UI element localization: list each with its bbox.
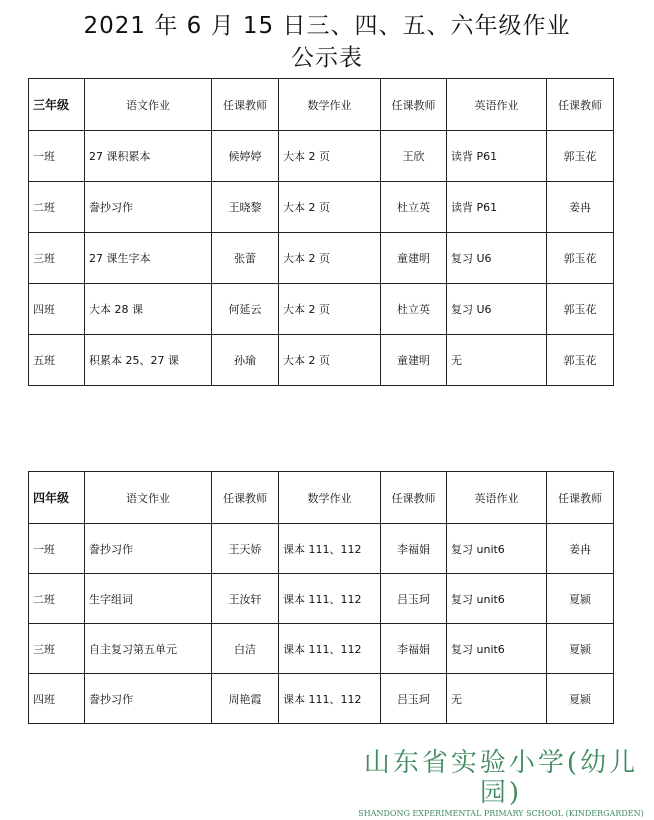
math-homework-cell: 课本 111、112 <box>279 574 381 624</box>
chinese-teacher-cell: 白洁 <box>212 624 279 674</box>
table-row <box>29 674 614 724</box>
chinese-teacher-cell: 王汝轩 <box>212 574 279 624</box>
english-homework-cell: 无 <box>447 335 547 386</box>
chinese-teacher-cell: 何延云 <box>212 284 279 335</box>
math-teacher-cell: 吕玉珂 <box>381 674 447 724</box>
table-row <box>29 182 614 233</box>
english-teacher-cell: 夏颍 <box>547 624 614 674</box>
math-teacher-cell: 李福娟 <box>381 524 447 574</box>
chinese-homework-cell: 大本 28 课 <box>85 284 212 335</box>
class-cell: 二班 <box>29 574 85 624</box>
english-homework-cell: 复习 U6 <box>447 233 547 284</box>
table-row <box>29 131 614 182</box>
table-row <box>29 574 614 624</box>
school-logo-chinese: 山东省实验小学(幼儿园) <box>363 748 639 808</box>
english-homework-cell: 复习 unit6 <box>447 574 547 624</box>
class-cell: 一班 <box>29 131 85 182</box>
math-teacher-cell: 王欣 <box>381 131 447 182</box>
table-row <box>29 233 614 284</box>
english-teacher-cell: 郭玉花 <box>547 335 614 386</box>
chinese-teacher-cell: 王天娇 <box>212 524 279 574</box>
class-cell: 四班 <box>29 284 85 335</box>
chinese-teacher-cell: 周艳霞 <box>212 674 279 724</box>
class-cell: 五班 <box>29 335 85 386</box>
table-row <box>29 524 614 574</box>
english-homework-cell: 读背 P61 <box>447 182 547 233</box>
chinese-teacher-cell: 张蕾 <box>212 233 279 284</box>
math-teacher-cell: 李福娟 <box>381 624 447 674</box>
english-teacher-cell: 郭玉花 <box>547 284 614 335</box>
table-header-row <box>29 472 614 524</box>
grade-3-homework-table <box>28 78 614 386</box>
chinese-teacher-cell: 王晓黎 <box>212 182 279 233</box>
english-teacher-cell: 郭玉花 <box>547 131 614 182</box>
header-english-teacher: 任课教师 <box>547 79 614 131</box>
english-homework-cell: 复习 unit6 <box>447 624 547 674</box>
math-homework-cell: 大本 2 页 <box>279 284 381 335</box>
header-english-teacher: 任课教师 <box>547 472 614 524</box>
chinese-homework-cell: 27 课积累本 <box>85 131 212 182</box>
table-header-row <box>29 79 614 131</box>
header-chinese-teacher: 任课教师 <box>212 472 279 524</box>
table-row <box>29 335 614 386</box>
header-english: 英语作业 <box>447 79 547 131</box>
class-cell: 二班 <box>29 182 85 233</box>
class-cell: 三班 <box>29 233 85 284</box>
math-homework-cell: 课本 111、112 <box>279 524 381 574</box>
english-teacher-cell: 郭玉花 <box>547 233 614 284</box>
english-teacher-cell: 姜冉 <box>547 524 614 574</box>
grade-label: 四年级 <box>29 472 85 524</box>
chinese-homework-cell: 27 课生字本 <box>85 233 212 284</box>
chinese-homework-cell: 自主复习第五单元 <box>85 624 212 674</box>
header-math: 数学作业 <box>279 472 381 524</box>
page-subtitle: 公示表 <box>291 45 363 71</box>
english-homework-cell: 无 <box>447 674 547 724</box>
english-teacher-cell: 夏颍 <box>547 674 614 724</box>
chinese-homework-cell: 誊抄习作 <box>85 674 212 724</box>
chinese-homework-cell: 誊抄习作 <box>85 524 212 574</box>
math-teacher-cell: 吕玉珂 <box>381 574 447 624</box>
math-homework-cell: 课本 111、112 <box>279 674 381 724</box>
header-english: 英语作业 <box>447 472 547 524</box>
math-teacher-cell: 童建明 <box>381 233 447 284</box>
school-logo <box>356 748 646 820</box>
chinese-homework-cell: 誊抄习作 <box>85 182 212 233</box>
math-homework-cell: 大本 2 页 <box>279 182 381 233</box>
header-math: 数学作业 <box>279 79 381 131</box>
school-logo-english: SHANDONG EXPERIMENTAL PRIMARY SCHOOL (KINDERGARDEN) <box>358 809 644 818</box>
header-chinese-teacher: 任课教师 <box>212 79 279 131</box>
english-teacher-cell: 姜冉 <box>547 182 614 233</box>
page-title: 2021 年 6 月 15 日三、四、五、六年级作业 <box>83 13 571 39</box>
math-homework-cell: 大本 2 页 <box>279 335 381 386</box>
chinese-homework-cell: 积累本 25、27 课 <box>85 335 212 386</box>
header-math-teacher: 任课教师 <box>381 79 447 131</box>
class-cell: 一班 <box>29 524 85 574</box>
grade-label: 三年级 <box>29 79 85 131</box>
math-teacher-cell: 杜立英 <box>381 182 447 233</box>
table-row <box>29 624 614 674</box>
math-teacher-cell: 杜立英 <box>381 284 447 335</box>
english-homework-cell: 复习 unit6 <box>447 524 547 574</box>
header-math-teacher: 任课教师 <box>381 472 447 524</box>
chinese-teacher-cell: 候婷婷 <box>212 131 279 182</box>
math-homework-cell: 大本 2 页 <box>279 233 381 284</box>
chinese-homework-cell: 生字组词 <box>85 574 212 624</box>
class-cell: 四班 <box>29 674 85 724</box>
grade-4-homework-table <box>28 471 614 724</box>
header-chinese: 语文作业 <box>85 472 212 524</box>
table-row <box>29 284 614 335</box>
math-homework-cell: 课本 111、112 <box>279 624 381 674</box>
chinese-teacher-cell: 孙瑜 <box>212 335 279 386</box>
math-homework-cell: 大本 2 页 <box>279 131 381 182</box>
class-cell: 三班 <box>29 624 85 674</box>
english-homework-cell: 读背 P61 <box>447 131 547 182</box>
header-chinese: 语文作业 <box>85 79 212 131</box>
math-teacher-cell: 童建明 <box>381 335 447 386</box>
english-teacher-cell: 夏颍 <box>547 574 614 624</box>
english-homework-cell: 复习 U6 <box>447 284 547 335</box>
